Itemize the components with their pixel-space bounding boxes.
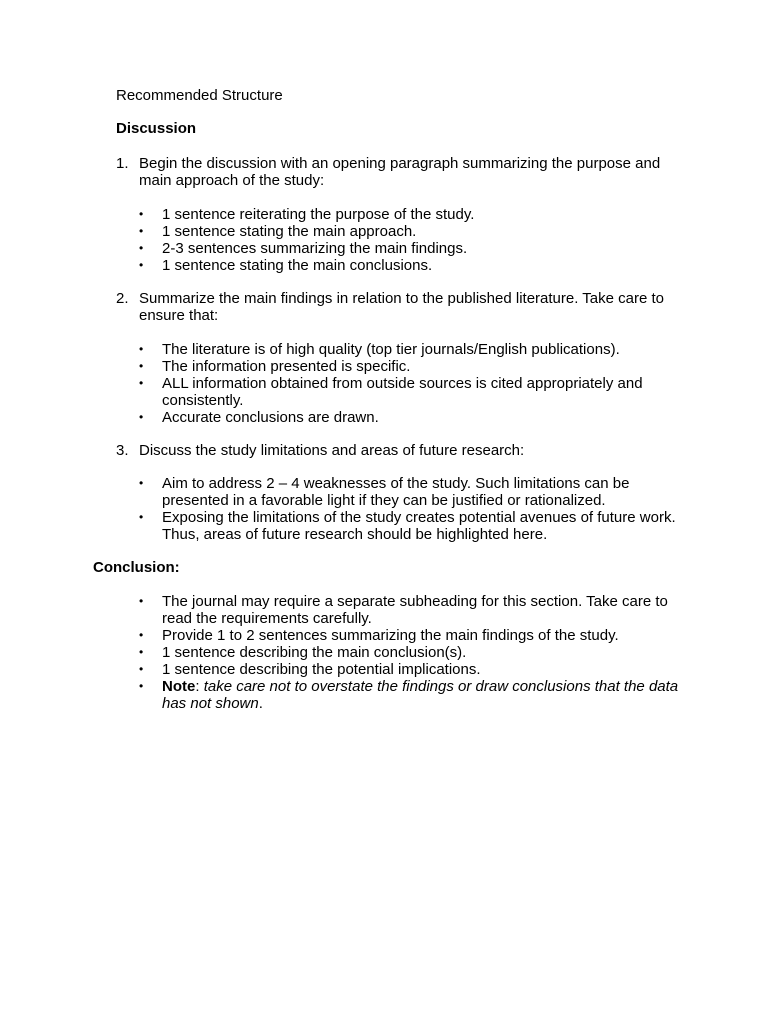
bullet-icon: • [139,342,144,356]
list-item [139,257,679,274]
bullet-text: 1 sentence describing the main conclusion(s). [162,644,467,661]
list-item [139,661,679,678]
bullet-icon: • [139,645,144,659]
discussion-heading: Discussion [116,120,197,137]
list-item [139,206,679,223]
note-text: take care not to overstate the findings or draw conclusions that the data has not shown [162,678,679,712]
list-item [139,644,679,661]
bullet-text: The information presented is specific. [162,358,411,375]
bullet-text: The journal may require a separate subheading for this section. Take care to read the requirements carefully. [162,593,668,627]
bullet-icon: • [139,510,144,524]
conclusion-bullet-list [139,593,679,712]
bullet-text: 1 sentence reiterating the purpose of the study. [162,206,475,223]
list-item [139,593,679,627]
bullet-text: The literature is of high quality (top tier journals/English publications). [162,341,620,358]
bullet-icon: • [139,476,144,490]
bullet-icon: • [139,628,144,642]
bullet-text: 1 sentence describing the potential implications. [162,661,481,678]
bullet-text: 1 sentence stating the main conclusions. [162,257,433,274]
item-text: Begin the discussion with an opening paragraph summarizing the purpose and main approach of the study: [139,155,661,189]
bullet-icon: • [139,207,144,221]
bullet-icon: • [139,376,144,390]
bullet-icon: • [139,594,144,608]
list-item [139,358,679,375]
bullet-icon: • [139,410,144,424]
list-item [139,475,679,509]
bullet-text: 1 sentence stating the main approach. [162,223,417,240]
item-number: 1. [116,155,129,172]
bullet-list-3 [139,475,679,543]
numbered-item-1 [116,155,676,189]
bullet-icon: • [139,359,144,373]
bullet-icon: • [139,679,144,693]
bullet-icon: • [139,241,144,255]
conclusion-heading: Conclusion: [93,559,180,576]
numbered-item-2 [116,290,676,324]
bullet-text: Provide 1 to 2 sentences summarizing the main findings of the study. [162,627,619,644]
bullet-icon: • [139,224,144,238]
bullet-text: ALL information obtained from outside sources is cited appropriately and consistently. [162,375,643,409]
note-label: Note [162,678,196,695]
bullet-text: Exposing the limitations of the study creates potential avenues of future work. Thus, areas of future research should be highlighted here. [162,509,676,543]
numbered-item-3 [116,442,676,459]
bullet-icon: • [139,258,144,272]
bullet-list-2 [139,341,679,426]
list-item [139,409,679,426]
list-item [139,627,679,644]
bullet-list-1 [139,206,679,274]
list-item [139,341,679,358]
note-end: . [258,695,263,712]
bullet-icon: • [139,662,144,676]
note-item [139,678,679,712]
document-title: Recommended Structure [116,87,283,104]
item-number: 3. [116,442,129,459]
bullet-text: 2-3 sentences summarizing the main findings. [162,240,468,257]
item-text: Discuss the study limitations and areas of future research: [139,442,525,459]
bullet-text: Aim to address 2 – 4 weaknesses of the study. Such limitations can be presented in a favorable light if they can be justified or rationalized. [162,475,630,509]
item-text: Summarize the main findings in relation to the published literature. Take care to ensure that: [139,290,665,324]
list-item [139,223,679,240]
note-separator: : [195,678,204,695]
list-item [139,240,679,257]
list-item [139,375,679,409]
bullet-text: Accurate conclusions are drawn. [162,409,379,426]
list-item [139,509,679,543]
item-number: 2. [116,290,129,307]
